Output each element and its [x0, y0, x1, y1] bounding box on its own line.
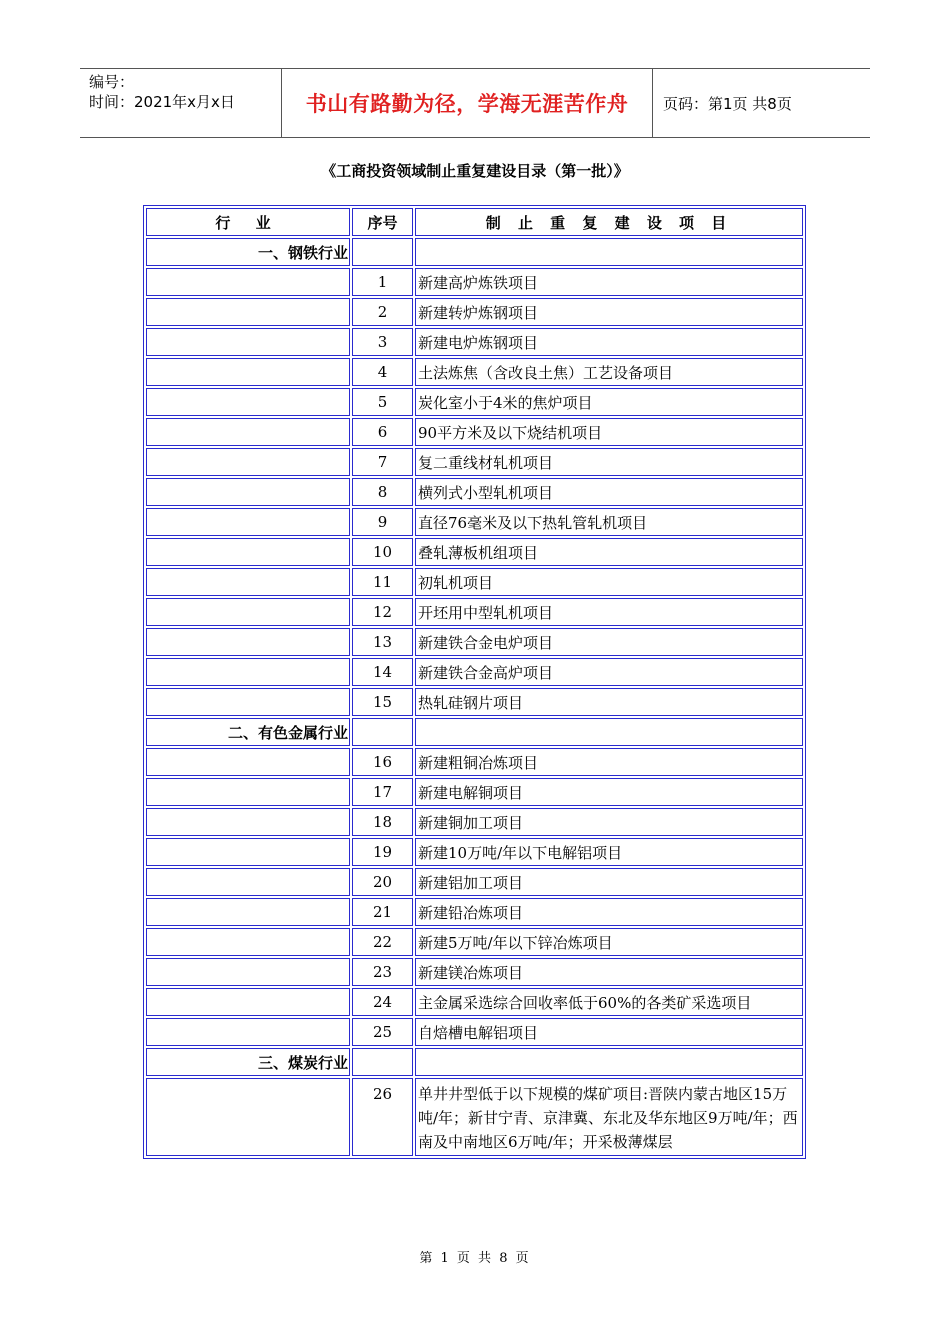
document-title: 《工商投资领域制止重复建设目录（第一批）》 [321, 162, 629, 180]
industry-cell [146, 838, 350, 866]
empty-cell [415, 1048, 803, 1076]
table-row [146, 1018, 803, 1046]
seq-cell: 21 [352, 898, 413, 926]
table-row [146, 538, 803, 566]
industry-cell [146, 1018, 350, 1046]
industry-cell [146, 1078, 350, 1156]
industry-cell [146, 928, 350, 956]
seq-cell: 16 [352, 748, 413, 776]
seq-cell: 11 [352, 568, 413, 596]
category-coal: 三、煤炭行业 [146, 1048, 350, 1076]
seq-cell: 15 [352, 688, 413, 716]
header-motto: 书山有路勤为径，学海无涯苦作舟 [281, 69, 653, 137]
empty-cell [415, 718, 803, 746]
seq-cell: 7 [352, 448, 413, 476]
industry-cell [146, 988, 350, 1016]
table-row [146, 388, 803, 416]
item-cell: 开坯用中型轧机项目 [415, 598, 803, 626]
item-cell: 新建镁冶炼项目 [415, 958, 803, 986]
seq-cell: 20 [352, 868, 413, 896]
empty-cell [352, 1048, 413, 1076]
seq-cell: 1 [352, 268, 413, 296]
item-cell: 90平方米及以下烧结机项目 [415, 418, 803, 446]
item-cell: 初轧机项目 [415, 568, 803, 596]
table-row [146, 268, 803, 296]
industry-cell [146, 508, 350, 536]
industry-cell [146, 688, 350, 716]
empty-cell [415, 238, 803, 266]
industry-cell [146, 448, 350, 476]
industry-cell [146, 388, 350, 416]
seq-cell: 14 [352, 658, 413, 686]
item-cell: 直径76毫米及以下热轧管轧机项目 [415, 508, 803, 536]
seq-cell: 26 [352, 1078, 413, 1156]
item-cell: 单井井型低于以下规模的煤矿项目:晋陕内蒙古地区15万吨/年；新甘宁青、京津冀、东北及华东地区9万吨/年；西南及中南地区6万吨/年；开采极薄煤层 [415, 1078, 803, 1156]
category-row [146, 718, 803, 746]
item-cell: 新建5万吨/年以下锌冶炼项目 [415, 928, 803, 956]
industry-cell [146, 748, 350, 776]
seq-cell: 24 [352, 988, 413, 1016]
industry-cell [146, 898, 350, 926]
item-cell: 新建高炉炼铁项目 [415, 268, 803, 296]
industry-cell [146, 268, 350, 296]
item-cell: 新建电炉炼钢项目 [415, 328, 803, 356]
seq-cell: 23 [352, 958, 413, 986]
item-cell: 新建铜加工项目 [415, 808, 803, 836]
item-cell: 叠轧薄板机组项目 [415, 538, 803, 566]
header-industry: 行 业 [146, 208, 350, 236]
seq-cell: 17 [352, 778, 413, 806]
serial-number-label: 编号： [89, 73, 135, 91]
table-row [146, 958, 803, 986]
seq-cell: 10 [352, 538, 413, 566]
seq-cell: 12 [352, 598, 413, 626]
industry-cell [146, 328, 350, 356]
item-cell: 新建铁合金高炉项目 [415, 658, 803, 686]
table-row [146, 838, 803, 866]
table-row [146, 868, 803, 896]
item-cell: 复二重线材轧机项目 [415, 448, 803, 476]
item-cell: 新建电解铜项目 [415, 778, 803, 806]
table-row [146, 418, 803, 446]
seq-cell: 25 [352, 1018, 413, 1046]
page-footer: 第 1 页 共 8 页 [419, 1251, 531, 1266]
table-row [146, 328, 803, 356]
header-page-info: 页码：第1页 共8页 [663, 94, 792, 113]
item-cell: 新建粗铜冶炼项目 [415, 748, 803, 776]
table-row [146, 478, 803, 506]
seq-cell: 13 [352, 628, 413, 656]
category-nonferrous: 二、有色金属行业 [146, 718, 350, 746]
seq-cell: 18 [352, 808, 413, 836]
table-row [146, 988, 803, 1016]
category-row [146, 1048, 803, 1076]
industry-cell [146, 778, 350, 806]
industry-cell [146, 808, 350, 836]
seq-cell: 19 [352, 838, 413, 866]
empty-cell [352, 238, 413, 266]
industry-cell [146, 958, 350, 986]
time-label: 时间：2021年x月x日 [89, 93, 235, 111]
seq-cell: 22 [352, 928, 413, 956]
seq-cell: 3 [352, 328, 413, 356]
table-row [146, 808, 803, 836]
header-item: 制 止 重 复 建 设 项 目 [415, 208, 803, 236]
table-row [146, 688, 803, 716]
table-row [146, 928, 803, 956]
item-cell: 新建转炉炼钢项目 [415, 298, 803, 326]
table-row [146, 598, 803, 626]
industry-cell [146, 418, 350, 446]
project-table [143, 205, 806, 1159]
page-header [80, 68, 870, 138]
seq-cell: 8 [352, 478, 413, 506]
table-header-row [146, 208, 803, 236]
industry-cell [146, 538, 350, 566]
table-row [146, 898, 803, 926]
seq-cell: 5 [352, 388, 413, 416]
item-cell: 新建10万吨/年以下电解铝项目 [415, 838, 803, 866]
seq-cell: 6 [352, 418, 413, 446]
industry-cell [146, 628, 350, 656]
item-cell: 热轧硅钢片项目 [415, 688, 803, 716]
item-cell: 土法炼焦（含改良土焦）工艺设备项目 [415, 358, 803, 386]
table-row [146, 448, 803, 476]
seq-cell: 4 [352, 358, 413, 386]
industry-cell [146, 478, 350, 506]
item-cell: 新建铅冶炼项目 [415, 898, 803, 926]
table-row [146, 568, 803, 596]
item-cell: 横列式小型轧机项目 [415, 478, 803, 506]
industry-cell [146, 868, 350, 896]
industry-cell [146, 298, 350, 326]
item-cell: 新建铁合金电炉项目 [415, 628, 803, 656]
item-cell: 新建铝加工项目 [415, 868, 803, 896]
table-row [146, 358, 803, 386]
table-row [146, 628, 803, 656]
industry-cell [146, 658, 350, 686]
industry-cell [146, 358, 350, 386]
header-meta [80, 69, 281, 137]
seq-cell: 2 [352, 298, 413, 326]
table-row [146, 778, 803, 806]
seq-cell: 9 [352, 508, 413, 536]
item-cell: 自焙槽电解铝项目 [415, 1018, 803, 1046]
category-row [146, 238, 803, 266]
industry-cell [146, 568, 350, 596]
table-row [146, 508, 803, 536]
empty-cell [352, 718, 413, 746]
header-seq: 序号 [352, 208, 413, 236]
table-row [146, 298, 803, 326]
table-row [146, 658, 803, 686]
table-row [146, 1078, 803, 1156]
item-cell: 主金属采选综合回收率低于60%的各类矿采选项目 [415, 988, 803, 1016]
category-steel: 一、钢铁行业 [146, 238, 350, 266]
table-row [146, 748, 803, 776]
item-cell: 炭化室小于4米的焦炉项目 [415, 388, 803, 416]
industry-cell [146, 598, 350, 626]
